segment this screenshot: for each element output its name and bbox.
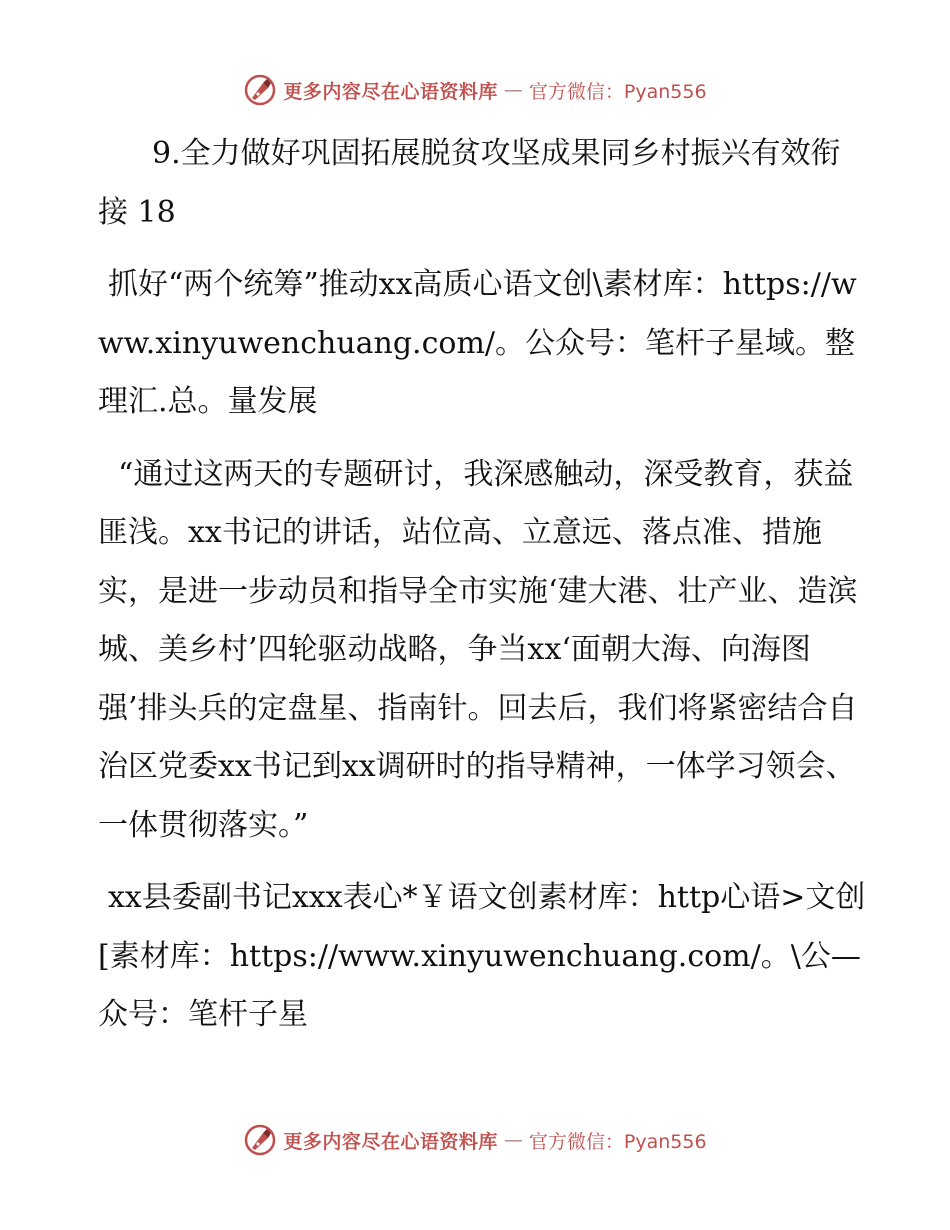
- footer-banner-contact: 官方微信：Pyan556: [528, 1130, 707, 1153]
- attribution-paragraph: xx县委副书记xxx表心*￥语文创素材库：http心语>文创[素材库：https://www.xinyuwenchuang.com/。\公—众号：笔杆子星: [98, 880, 866, 1032]
- footer-banner-text: 更多内容尽在心语资料库: [283, 1130, 498, 1153]
- document-body: [98, 125, 868, 1059]
- footer-banner-separator: —: [503, 1129, 523, 1151]
- header-banner: [0, 70, 950, 110]
- section-title: 抓好“两个统筹”推动xx高质心语文创\素材库：https://www.xinyuwenchuang.com/。公众号：笔杆子星域。整理汇.总。量发展: [98, 267, 857, 419]
- quote-paragraph: “通过这两天的专题研讨，我深感触动，深受教育，获益匪浅。xx书记的讲话，站位高、立意远、落点准、措施实，是进一步动员和指导全市实施‘建大港、壮产业、造滨城、美乡村’四轮驱动战略，争当xx‘面朝大海、向海图强’排头兵的定盘星、指南针。回去后，我们将紧密结合自治区党委xx书记到xx调研时的指导精神，一体学习领会、一体贯彻落实。”: [98, 456, 858, 843]
- header-banner-text: 更多内容尽在心语资料库: [283, 80, 498, 103]
- header-banner-content: [243, 73, 706, 107]
- toc-entry: 9.全力做好巩固拓展脱贫攻坚成果同乡村振兴有效衔接 18: [98, 136, 841, 230]
- pen-nib-icon: [243, 73, 277, 107]
- header-banner-separator: —: [503, 79, 523, 101]
- pen-nib-icon: [243, 1123, 277, 1157]
- footer-banner: [0, 1120, 950, 1160]
- header-banner-contact: 官方微信：Pyan556: [528, 80, 707, 103]
- footer-banner-content: [243, 1123, 706, 1157]
